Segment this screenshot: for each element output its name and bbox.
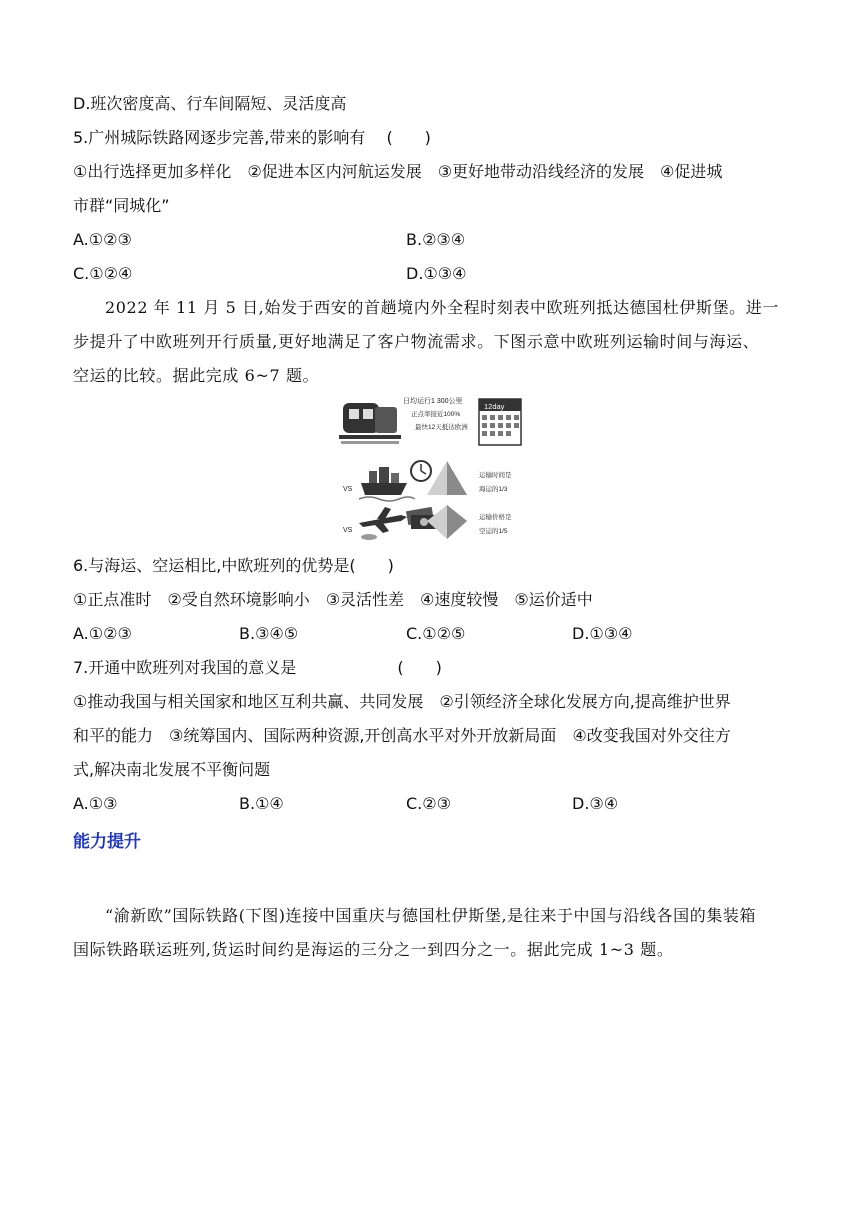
- q7-option-a: A.①③: [73, 794, 118, 813]
- q5-items-line2: 市群“同城化”: [73, 196, 170, 215]
- sea-note-line1: 运输时间是: [479, 472, 512, 479]
- q6-items: ①正点准时 ②受自然环境影响小 ③灵活性差 ④速度较慢 ⑤运价适中: [73, 590, 593, 609]
- train-fact-2: 正点率接近100%: [411, 411, 461, 418]
- air-comparison-pyramid-icon: [427, 505, 467, 539]
- cargo-ship-icon: [359, 467, 415, 501]
- q5-items-line1: ①出行选择更加多样化 ②促进本区内河航运发展 ③更好地带动沿线经济的发展 ④促进城: [73, 162, 723, 181]
- q5-stem: 5.广州城际铁路网逐步完善,带来的影响有 ( ): [73, 128, 431, 147]
- q5-option-d: D.①③④: [406, 264, 467, 283]
- intro-6-7-line2: 步提升了中欧班列开行质量,更好地满足了客户物流需求。下图示意中欧班列运输时间与海运、: [73, 332, 760, 351]
- q6-option-c: C.①②⑤: [406, 624, 466, 643]
- q5-option-a: A.①②③: [73, 230, 132, 249]
- q7-option-b: B.①④: [239, 794, 284, 813]
- q4-option-d: D.班次密度高、行车间隔短、灵活度高: [73, 94, 347, 113]
- intro-6-7-line1: 2022 年 11 月 5 日,始发于西安的首趟境内外全程时刻表中欧班列抵达德国杜伊斯堡。进一: [105, 298, 779, 317]
- q6-stem: 6.与海运、空运相比,中欧班列的优势是( ): [73, 556, 394, 575]
- q7-items-line2: 和平的能力 ③统筹国内、国际两种资源,开创高水平对外开放新局面 ④改变我国对外交往方: [73, 726, 731, 745]
- vs-label-sea: VS: [343, 486, 353, 493]
- train-fact-3: 最快12天抵达欧洲: [415, 424, 468, 431]
- train-icon: [339, 403, 401, 444]
- train-fact-1: 日均运行1 300公里: [403, 398, 463, 405]
- vs-label-air: VS: [343, 527, 353, 534]
- q5-option-b: B.②③④: [406, 230, 466, 249]
- intro-1-3-line2: 国际铁路联运班列,货运时间约是海运的三分之一到四分之一。据此完成 1~3 题。: [73, 940, 674, 959]
- intro-6-7-line3: 空运的比较。据此完成 6~7 题。: [73, 366, 320, 385]
- air-note-line2: 空运的1/5: [479, 528, 508, 535]
- q7-items-line1: ①推动我国与相关国家和地区互利共赢、共同发展 ②引领经济全球化发展方向,提高维护世界: [73, 692, 731, 711]
- section-title: 能力提升: [73, 832, 141, 852]
- q7-items-line3: 式,解决南北发展不平衡问题: [73, 760, 271, 779]
- sea-comparison-pyramid-icon: [427, 461, 467, 495]
- q7-option-c: C.②③: [406, 794, 451, 813]
- sea-note-line2: 海运的1/3: [479, 486, 508, 493]
- transport-comparison-figure: [339, 391, 525, 543]
- q5-option-c: C.①②④: [73, 264, 133, 283]
- intro-1-3-line1: “渝新欧”国际铁路(下图)连接中国重庆与德国杜伊斯堡,是往来于中国与沿线各国的集装箱: [105, 906, 757, 925]
- calendar-label: 12day: [484, 402, 505, 411]
- q6-option-a: A.①②③: [73, 624, 132, 643]
- intro-6-7-paragraph: [73, 291, 789, 393]
- intro-1-3-paragraph: [73, 899, 789, 967]
- clock-icon: [411, 461, 431, 481]
- q7-option-d: D.③④: [572, 794, 619, 813]
- q6-option-b: B.③④⑤: [239, 624, 299, 643]
- q7-stem: 7.开通中欧班列对我国的意义是 ( ): [73, 658, 442, 677]
- air-note-line1: 运输价格是: [479, 514, 512, 521]
- airplane-icon: [359, 507, 407, 540]
- q6-option-d: D.①③④: [572, 624, 633, 643]
